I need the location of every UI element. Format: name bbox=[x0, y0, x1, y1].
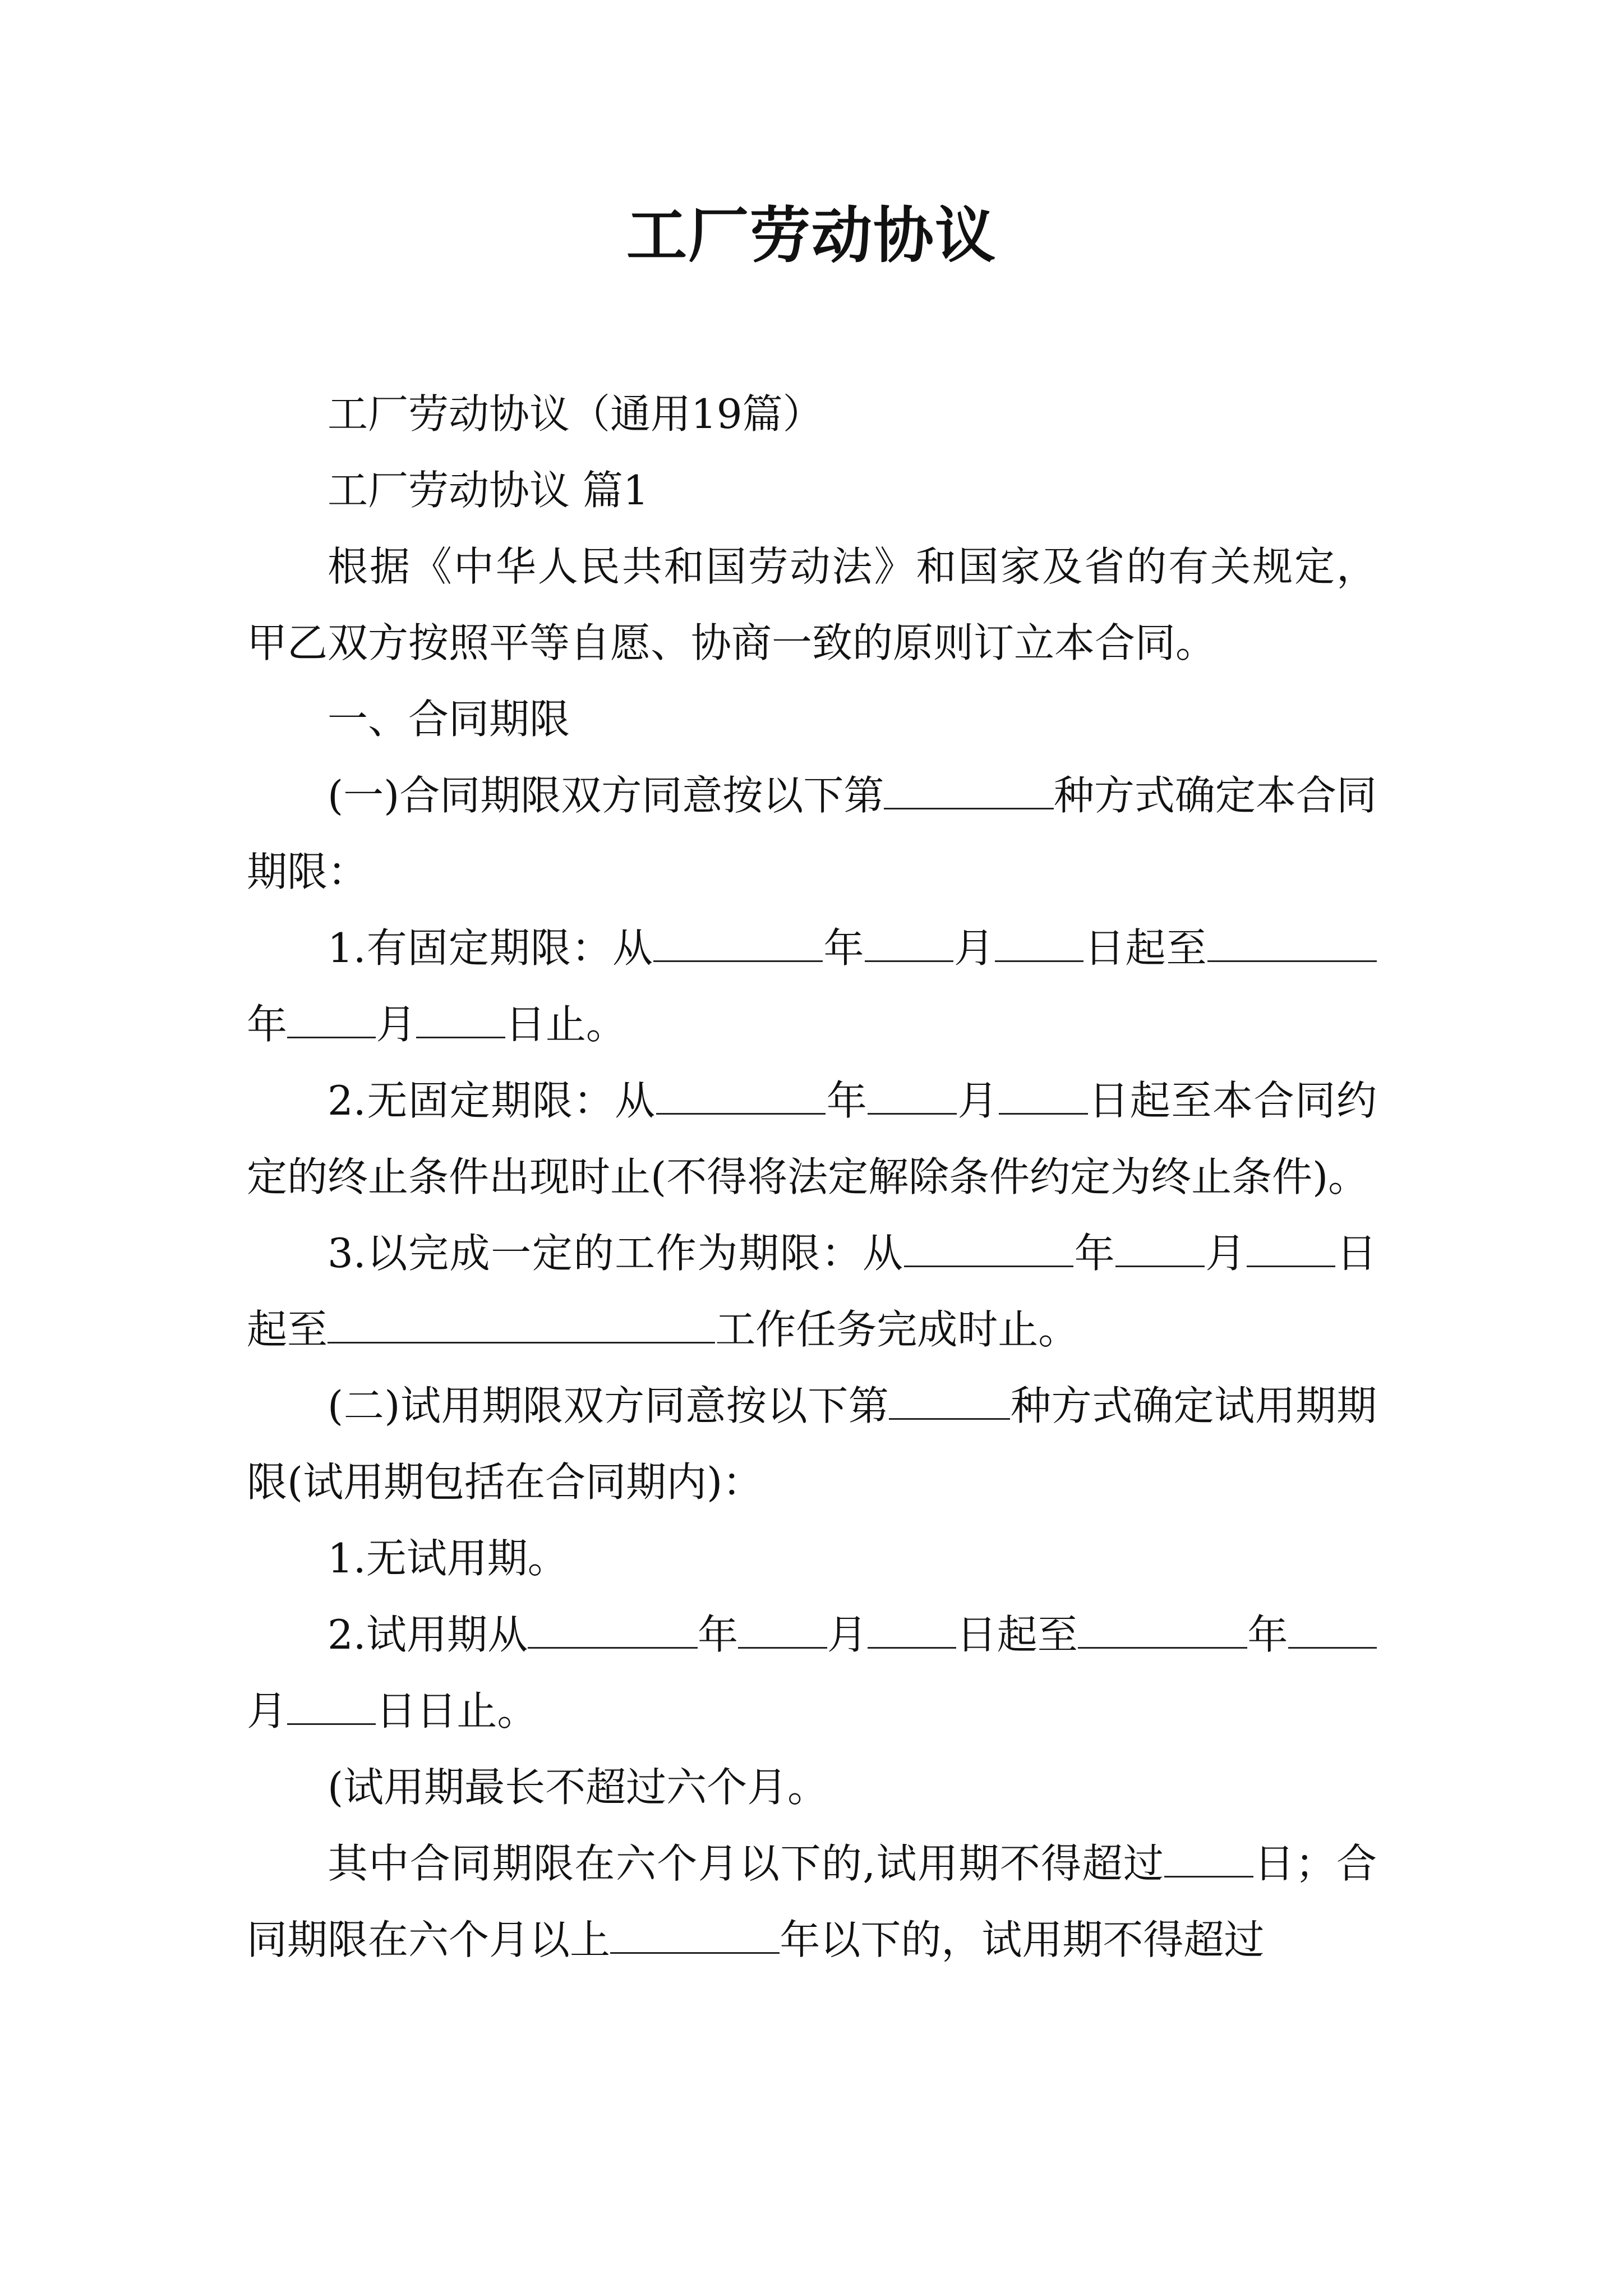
clause-text: 种方式确定本合同期限： bbox=[247, 772, 1377, 895]
blank-field[interactable] bbox=[287, 1685, 376, 1725]
option-task-term bbox=[247, 1215, 1377, 1368]
clause-probation bbox=[247, 1368, 1377, 1520]
option-text: 年 bbox=[1073, 1230, 1116, 1277]
rule-text: 其中合同期限在六个月以下的,试用期不得超过 bbox=[328, 1840, 1165, 1887]
option-text: 年 bbox=[826, 1077, 868, 1124]
document-title: 工厂劳动协议 bbox=[626, 200, 997, 271]
blank-field[interactable] bbox=[1078, 1609, 1247, 1649]
option-text: 年 bbox=[247, 1001, 288, 1048]
blank-field[interactable] bbox=[999, 1075, 1087, 1115]
blank-field[interactable] bbox=[653, 922, 823, 962]
blank-field[interactable] bbox=[328, 1304, 715, 1343]
blank-field[interactable] bbox=[1207, 922, 1377, 962]
option-text: 日起至本合同约定的终止条件出现时止(不得将法定解除条件约定为终止条件)。 bbox=[247, 1077, 1377, 1200]
blank-field[interactable] bbox=[904, 1227, 1073, 1267]
option-text: 月 bbox=[956, 1077, 999, 1124]
option-text: 日止。 bbox=[505, 1001, 626, 1048]
option-text: 2.无固定期限：从 bbox=[328, 1077, 656, 1124]
probation-max-note: (试用期最长不超过六个月。 bbox=[328, 1764, 828, 1811]
blank-field[interactable] bbox=[287, 999, 376, 1038]
blank-field[interactable] bbox=[889, 1380, 1010, 1420]
option-text: 月 bbox=[953, 924, 995, 972]
option-text: 月 bbox=[1204, 1230, 1247, 1277]
option-text: 1.有固定期限：从 bbox=[328, 924, 654, 972]
option-probation-period bbox=[247, 1596, 1377, 1749]
rule-text: 年以下的，试用期不得超过 bbox=[780, 1916, 1265, 1963]
rule-text: 日；合同期限在六个月以上 bbox=[247, 1840, 1377, 1963]
option-text: 日起至 bbox=[247, 1230, 1377, 1353]
option-text: 日起至 bbox=[956, 1611, 1078, 1658]
blank-field[interactable] bbox=[656, 1075, 826, 1115]
option-text: 月 bbox=[827, 1611, 868, 1658]
option-text: 年 bbox=[1247, 1611, 1288, 1658]
blank-field[interactable] bbox=[1288, 1609, 1377, 1649]
clause-text: (一)合同期限双方同意按以下第 bbox=[328, 772, 884, 819]
option-no-probation: 1.无试用期。 bbox=[328, 1535, 568, 1582]
blank-field[interactable] bbox=[868, 1075, 956, 1115]
option-text: 年 bbox=[823, 924, 865, 972]
blank-field[interactable] bbox=[884, 770, 1053, 809]
blank-field[interactable] bbox=[1164, 1838, 1253, 1878]
clause-text: 种方式确定试用期期限(试用期包括在合同期内)： bbox=[247, 1382, 1377, 1506]
blank-field[interactable] bbox=[610, 1914, 780, 1954]
document-body bbox=[247, 376, 1377, 1978]
option-text: 月 bbox=[247, 1687, 288, 1734]
section-heading-term: 一、合同期限 bbox=[328, 696, 570, 743]
option-text: 年 bbox=[697, 1611, 739, 1658]
blank-field[interactable] bbox=[868, 1609, 956, 1649]
intro-paragraph: 根据《中华人民共和国劳动法》和国家及省的有关规定，甲乙双方按照平等自愿、协商一致的原则订立本合同。 bbox=[247, 543, 1377, 666]
blank-field[interactable] bbox=[528, 1609, 697, 1649]
option-text: 3.以完成一定的工作为期限：从 bbox=[328, 1230, 904, 1277]
blank-field[interactable] bbox=[1247, 1227, 1335, 1267]
option-text: 月 bbox=[376, 1001, 417, 1048]
blank-field[interactable] bbox=[865, 922, 953, 962]
option-text: 日起至 bbox=[1083, 924, 1207, 972]
blank-field[interactable] bbox=[738, 1609, 827, 1649]
clause-text: (二)试用期限双方同意按以下第 bbox=[328, 1382, 889, 1429]
option-open-term bbox=[247, 1062, 1377, 1215]
clause-contract-term bbox=[247, 757, 1377, 910]
blank-field[interactable] bbox=[1115, 1227, 1204, 1267]
blank-field[interactable] bbox=[416, 999, 505, 1038]
option-fixed-term bbox=[247, 910, 1377, 1062]
piece-heading: 工厂劳动协议 篇1 bbox=[328, 467, 649, 514]
probation-rule bbox=[247, 1825, 1377, 1978]
option-text: 2.试用期从 bbox=[328, 1611, 528, 1658]
blank-field[interactable] bbox=[995, 922, 1083, 962]
subtitle: 工厂劳动协议（通用19篇） bbox=[328, 390, 823, 438]
option-text: 日日止。 bbox=[376, 1687, 538, 1734]
option-text: 工作任务完成时止。 bbox=[715, 1306, 1079, 1353]
